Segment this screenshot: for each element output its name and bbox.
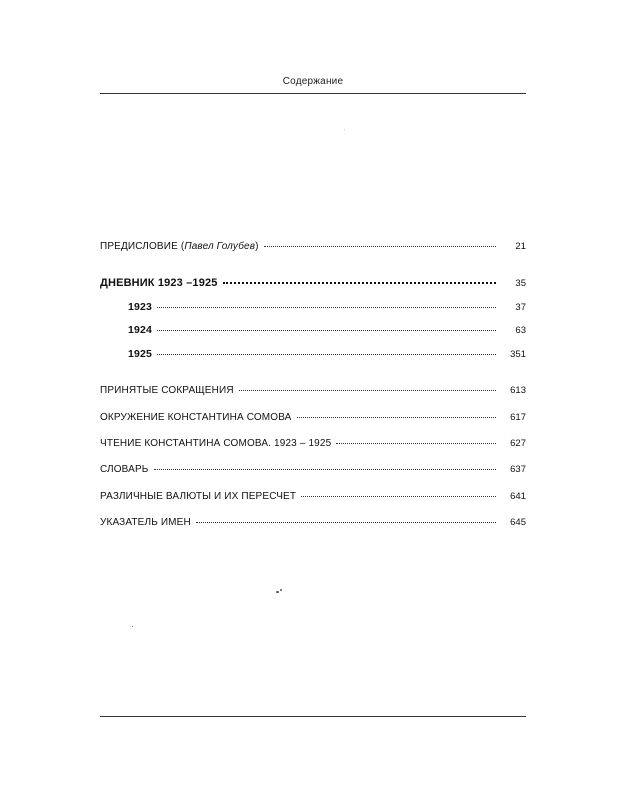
toc-entry-page: 627 [510, 438, 526, 449]
toc-entry-index[interactable] [100, 516, 526, 530]
running-head: Содержание [282, 76, 344, 87]
toc-entry-page: 641 [510, 491, 526, 502]
toc-entry-page: 637 [510, 464, 526, 475]
toc-entry-page: 63 [515, 325, 526, 336]
toc-entry-label: ДНЕВНИК 1923 –1925 [100, 277, 218, 289]
dot-leader [336, 443, 496, 444]
dot-leader [157, 354, 496, 355]
toc-entry-label: СЛОВАРЬ [100, 464, 149, 475]
toc-entry-preface[interactable] [100, 240, 526, 254]
scan-speck [344, 129, 345, 130]
footer-rule [100, 716, 526, 717]
toc-entry-label: ПРЕДИСЛОВИЕ (Павел Голубев) [100, 241, 259, 252]
toc-entry-label: 1923 [128, 301, 152, 313]
toc-entry-page: 21 [515, 241, 526, 252]
toc-entry-label: 1925 [128, 348, 152, 360]
toc-entry-label: УКАЗАТЕЛЬ ИМЕН [100, 517, 191, 528]
dot-leader [239, 390, 496, 391]
toc-entry-label: ПРИНЯТЫЕ СОКРАЩЕНИЯ [100, 385, 234, 396]
toc-entry-author: Павел Голубев [184, 241, 256, 252]
toc-entry-page: 35 [515, 278, 526, 289]
dot-leader [301, 496, 496, 497]
scan-speck [276, 591, 279, 593]
toc-entry-circle[interactable] [100, 411, 526, 425]
toc-entry-1923[interactable] [128, 300, 526, 315]
scan-speck [132, 626, 133, 627]
toc-entry-label: 1924 [128, 324, 152, 336]
dot-leader [264, 246, 496, 247]
toc-entry-abbreviations[interactable] [100, 384, 526, 398]
toc-entry-currencies[interactable] [100, 490, 526, 504]
dot-leader [223, 282, 497, 284]
toc-entry-label: РАЗЛИЧНЫЕ ВАЛЮТЫ И ИХ ПЕРЕСЧЕТ [100, 491, 297, 502]
toc-entry-page: 645 [510, 517, 526, 528]
toc-entry-diary[interactable] [100, 276, 526, 291]
dot-leader [196, 522, 496, 523]
toc-entry-1925[interactable] [128, 347, 526, 362]
dot-leader [157, 307, 496, 308]
toc-entry-dictionary[interactable] [100, 463, 526, 477]
dot-leader [157, 330, 496, 331]
toc-entry-page: 613 [510, 385, 526, 396]
dot-leader [154, 469, 496, 470]
toc-entry-page: 351 [510, 349, 526, 360]
scan-speck [280, 589, 282, 591]
toc-entry-label: ЧТЕНИЕ КОНСТАНТИНА СОМОВА. 1923 – 1925 [100, 438, 332, 449]
toc-entry-1924[interactable] [128, 323, 526, 338]
dot-leader [297, 417, 497, 418]
toc-entry-page: 37 [515, 302, 526, 313]
toc-entry-reading[interactable] [100, 437, 526, 451]
toc-entry-page: 617 [510, 412, 526, 423]
toc-entry-label: ОКРУЖЕНИЕ КОНСТАНТИНА СОМОВА [100, 412, 292, 423]
